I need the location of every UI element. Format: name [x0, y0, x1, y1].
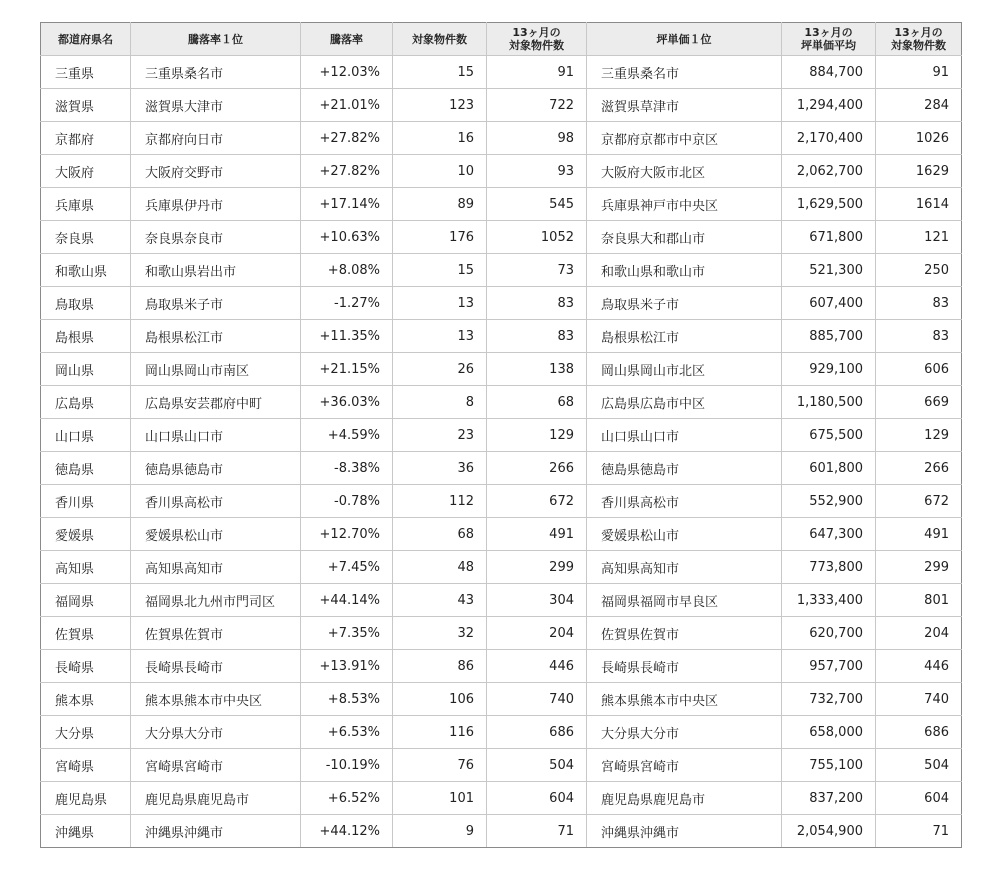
cell-13month-property-count: 98	[487, 122, 587, 155]
cell-change-rate: +6.52%	[301, 782, 393, 815]
cell-prefecture: 熊本県	[41, 683, 131, 716]
cell-13month-tsubo-average: 607,400	[782, 287, 876, 320]
cell-13month-tsubo-average: 647,300	[782, 518, 876, 551]
cell-change-rate: +7.45%	[301, 551, 393, 584]
cell-top-change-area: 大分県大分市	[131, 716, 301, 749]
cell-prefecture: 島根県	[41, 320, 131, 353]
cell-top-change-area: 沖縄県沖縄市	[131, 815, 301, 848]
cell-13month-property-count-2: 71	[876, 815, 962, 848]
cell-top-tsubo-price-area: 島根県松江市	[587, 320, 782, 353]
cell-prefecture: 兵庫県	[41, 188, 131, 221]
table-row	[41, 320, 962, 353]
cell-13month-property-count: 722	[487, 89, 587, 122]
cell-top-change-area: 熊本県熊本市中央区	[131, 683, 301, 716]
cell-13month-tsubo-average: 755,100	[782, 749, 876, 782]
cell-change-rate: -10.19%	[301, 749, 393, 782]
cell-13month-tsubo-average: 837,200	[782, 782, 876, 815]
cell-property-count: 8	[393, 386, 487, 419]
cell-13month-property-count: 91	[487, 56, 587, 89]
table-row	[41, 353, 962, 386]
cell-change-rate: -0.78%	[301, 485, 393, 518]
cell-property-count: 89	[393, 188, 487, 221]
cell-13month-tsubo-average: 1,629,500	[782, 188, 876, 221]
cell-change-rate: +12.70%	[301, 518, 393, 551]
cell-13month-property-count-2: 299	[876, 551, 962, 584]
cell-top-tsubo-price-area: 長崎県長崎市	[587, 650, 782, 683]
cell-13month-tsubo-average: 675,500	[782, 419, 876, 452]
header-property-count: 対象物件数	[393, 23, 487, 56]
table-row	[41, 518, 962, 551]
cell-top-change-area: 兵庫県伊丹市	[131, 188, 301, 221]
cell-13month-property-count-2: 740	[876, 683, 962, 716]
cell-13month-tsubo-average: 658,000	[782, 716, 876, 749]
cell-13month-tsubo-average: 552,900	[782, 485, 876, 518]
cell-13month-property-count-2: 504	[876, 749, 962, 782]
table-row	[41, 155, 962, 188]
cell-prefecture: 高知県	[41, 551, 131, 584]
cell-property-count: 32	[393, 617, 487, 650]
cell-property-count: 116	[393, 716, 487, 749]
header-13month-property-count: 13ヶ月の 対象物件数	[487, 23, 587, 56]
cell-13month-property-count: 266	[487, 452, 587, 485]
cell-13month-tsubo-average: 521,300	[782, 254, 876, 287]
table-row	[41, 386, 962, 419]
table-row	[41, 650, 962, 683]
cell-13month-tsubo-average: 2,062,700	[782, 155, 876, 188]
cell-property-count: 123	[393, 89, 487, 122]
cell-change-rate: +27.82%	[301, 122, 393, 155]
cell-13month-tsubo-average: 732,700	[782, 683, 876, 716]
cell-top-change-area: 長崎県長崎市	[131, 650, 301, 683]
cell-top-tsubo-price-area: 山口県山口市	[587, 419, 782, 452]
cell-top-change-area: 広島県安芸郡府中町	[131, 386, 301, 419]
cell-13month-property-count-2: 1026	[876, 122, 962, 155]
table-row	[41, 221, 962, 254]
header-change-rate: 騰落率	[301, 23, 393, 56]
header-row	[41, 23, 962, 56]
cell-prefecture: 広島県	[41, 386, 131, 419]
cell-property-count: 112	[393, 485, 487, 518]
cell-13month-property-count: 446	[487, 650, 587, 683]
cell-13month-property-count: 1052	[487, 221, 587, 254]
header-13month-property-count-2: 13ヶ月の 対象物件数	[876, 23, 962, 56]
cell-top-change-area: 京都府向日市	[131, 122, 301, 155]
cell-property-count: 16	[393, 122, 487, 155]
cell-top-change-area: 香川県高松市	[131, 485, 301, 518]
cell-top-change-area: 鳥取県米子市	[131, 287, 301, 320]
cell-13month-property-count-2: 606	[876, 353, 962, 386]
cell-13month-property-count-2: 801	[876, 584, 962, 617]
cell-top-tsubo-price-area: 京都府京都市中京区	[587, 122, 782, 155]
cell-property-count: 68	[393, 518, 487, 551]
table-row	[41, 188, 962, 221]
table-row	[41, 254, 962, 287]
cell-13month-property-count-2: 669	[876, 386, 962, 419]
cell-prefecture: 鹿児島県	[41, 782, 131, 815]
cell-13month-property-count: 491	[487, 518, 587, 551]
cell-13month-property-count-2: 266	[876, 452, 962, 485]
cell-change-rate: +8.08%	[301, 254, 393, 287]
cell-top-change-area: 佐賀県佐賀市	[131, 617, 301, 650]
cell-13month-property-count-2: 1614	[876, 188, 962, 221]
cell-change-rate: +44.12%	[301, 815, 393, 848]
cell-13month-property-count: 204	[487, 617, 587, 650]
cell-change-rate: +6.53%	[301, 716, 393, 749]
cell-top-change-area: 大阪府交野市	[131, 155, 301, 188]
cell-13month-property-count-2: 83	[876, 320, 962, 353]
header-top-tsubo-price-area: 坪単価１位	[587, 23, 782, 56]
cell-13month-property-count-2: 686	[876, 716, 962, 749]
cell-change-rate: +4.59%	[301, 419, 393, 452]
table-row	[41, 551, 962, 584]
cell-13month-property-count-2: 604	[876, 782, 962, 815]
cell-top-change-area: 福岡県北九州市門司区	[131, 584, 301, 617]
cell-top-tsubo-price-area: 徳島県徳島市	[587, 452, 782, 485]
cell-top-tsubo-price-area: 大分県大分市	[587, 716, 782, 749]
cell-top-change-area: 三重県桑名市	[131, 56, 301, 89]
cell-change-rate: +21.01%	[301, 89, 393, 122]
cell-top-tsubo-price-area: 広島県広島市中区	[587, 386, 782, 419]
cell-change-rate: -1.27%	[301, 287, 393, 320]
cell-13month-tsubo-average: 1,333,400	[782, 584, 876, 617]
cell-13month-property-count: 68	[487, 386, 587, 419]
cell-prefecture: 大分県	[41, 716, 131, 749]
cell-13month-property-count: 740	[487, 683, 587, 716]
cell-13month-tsubo-average: 620,700	[782, 617, 876, 650]
cell-13month-property-count: 73	[487, 254, 587, 287]
cell-13month-tsubo-average: 885,700	[782, 320, 876, 353]
cell-top-tsubo-price-area: 佐賀県佐賀市	[587, 617, 782, 650]
cell-13month-property-count: 672	[487, 485, 587, 518]
cell-top-tsubo-price-area: 愛媛県松山市	[587, 518, 782, 551]
cell-property-count: 15	[393, 254, 487, 287]
table-body	[41, 56, 962, 848]
cell-change-rate: +44.14%	[301, 584, 393, 617]
table-row	[41, 815, 962, 848]
cell-change-rate: +17.14%	[301, 188, 393, 221]
cell-13month-tsubo-average: 601,800	[782, 452, 876, 485]
cell-change-rate: +11.35%	[301, 320, 393, 353]
cell-13month-tsubo-average: 929,100	[782, 353, 876, 386]
header-13month-tsubo-average: 13ヶ月の 坪単価平均	[782, 23, 876, 56]
cell-top-tsubo-price-area: 宮崎県宮崎市	[587, 749, 782, 782]
cell-top-tsubo-price-area: 沖縄県沖縄市	[587, 815, 782, 848]
cell-13month-tsubo-average: 773,800	[782, 551, 876, 584]
cell-change-rate: +12.03%	[301, 56, 393, 89]
cell-13month-property-count: 304	[487, 584, 587, 617]
cell-change-rate: +36.03%	[301, 386, 393, 419]
cell-top-tsubo-price-area: 岡山県岡山市北区	[587, 353, 782, 386]
cell-prefecture: 愛媛県	[41, 518, 131, 551]
cell-top-tsubo-price-area: 三重県桑名市	[587, 56, 782, 89]
cell-prefecture: 山口県	[41, 419, 131, 452]
cell-property-count: 36	[393, 452, 487, 485]
cell-13month-property-count-2: 284	[876, 89, 962, 122]
cell-prefecture: 香川県	[41, 485, 131, 518]
data-table	[40, 22, 962, 848]
table-row	[41, 89, 962, 122]
cell-13month-property-count-2: 1629	[876, 155, 962, 188]
cell-change-rate: +27.82%	[301, 155, 393, 188]
cell-13month-tsubo-average: 1,294,400	[782, 89, 876, 122]
table-row	[41, 584, 962, 617]
cell-top-change-area: 和歌山県岩出市	[131, 254, 301, 287]
cell-13month-tsubo-average: 957,700	[782, 650, 876, 683]
cell-top-tsubo-price-area: 和歌山県和歌山市	[587, 254, 782, 287]
cell-13month-property-count: 686	[487, 716, 587, 749]
cell-change-rate: +8.53%	[301, 683, 393, 716]
table-row	[41, 716, 962, 749]
cell-top-change-area: 徳島県徳島市	[131, 452, 301, 485]
table-row	[41, 782, 962, 815]
cell-top-change-area: 宮崎県宮崎市	[131, 749, 301, 782]
cell-13month-property-count-2: 250	[876, 254, 962, 287]
cell-top-tsubo-price-area: 鹿児島県鹿児島市	[587, 782, 782, 815]
table-row	[41, 617, 962, 650]
cell-13month-property-count: 93	[487, 155, 587, 188]
table-row	[41, 749, 962, 782]
cell-top-tsubo-price-area: 鳥取県米子市	[587, 287, 782, 320]
cell-top-tsubo-price-area: 熊本県熊本市中央区	[587, 683, 782, 716]
cell-property-count: 76	[393, 749, 487, 782]
cell-property-count: 9	[393, 815, 487, 848]
cell-top-change-area: 高知県高知市	[131, 551, 301, 584]
cell-property-count: 106	[393, 683, 487, 716]
cell-prefecture: 和歌山県	[41, 254, 131, 287]
table-row	[41, 56, 962, 89]
cell-top-change-area: 岡山県岡山市南区	[131, 353, 301, 386]
cell-top-tsubo-price-area: 奈良県大和郡山市	[587, 221, 782, 254]
cell-13month-tsubo-average: 1,180,500	[782, 386, 876, 419]
cell-property-count: 23	[393, 419, 487, 452]
cell-property-count: 101	[393, 782, 487, 815]
cell-13month-property-count-2: 446	[876, 650, 962, 683]
cell-13month-property-count: 83	[487, 287, 587, 320]
cell-change-rate: -8.38%	[301, 452, 393, 485]
cell-top-change-area: 愛媛県松山市	[131, 518, 301, 551]
cell-top-change-area: 山口県山口市	[131, 419, 301, 452]
header-prefecture: 都道府県名	[41, 23, 131, 56]
cell-13month-property-count-2: 83	[876, 287, 962, 320]
cell-prefecture: 岡山県	[41, 353, 131, 386]
cell-13month-property-count-2: 204	[876, 617, 962, 650]
cell-change-rate: +13.91%	[301, 650, 393, 683]
table-row	[41, 287, 962, 320]
cell-top-tsubo-price-area: 大阪府大阪市北区	[587, 155, 782, 188]
cell-13month-property-count-2: 129	[876, 419, 962, 452]
cell-prefecture: 徳島県	[41, 452, 131, 485]
cell-property-count: 13	[393, 287, 487, 320]
cell-prefecture: 福岡県	[41, 584, 131, 617]
cell-change-rate: +10.63%	[301, 221, 393, 254]
cell-prefecture: 沖縄県	[41, 815, 131, 848]
table-row	[41, 485, 962, 518]
cell-13month-property-count: 299	[487, 551, 587, 584]
cell-13month-property-count-2: 672	[876, 485, 962, 518]
cell-top-tsubo-price-area: 高知県高知市	[587, 551, 782, 584]
header-top-change-area: 騰落率１位	[131, 23, 301, 56]
table-row	[41, 452, 962, 485]
cell-top-change-area: 鹿児島県鹿児島市	[131, 782, 301, 815]
cell-prefecture: 大阪府	[41, 155, 131, 188]
cell-top-tsubo-price-area: 福岡県福岡市早良区	[587, 584, 782, 617]
cell-property-count: 43	[393, 584, 487, 617]
table-row	[41, 419, 962, 452]
cell-property-count: 176	[393, 221, 487, 254]
cell-prefecture: 京都府	[41, 122, 131, 155]
cell-13month-tsubo-average: 2,170,400	[782, 122, 876, 155]
cell-prefecture: 滋賀県	[41, 89, 131, 122]
cell-top-change-area: 滋賀県大津市	[131, 89, 301, 122]
cell-property-count: 15	[393, 56, 487, 89]
cell-13month-property-count: 71	[487, 815, 587, 848]
cell-13month-property-count-2: 491	[876, 518, 962, 551]
cell-13month-property-count-2: 121	[876, 221, 962, 254]
cell-top-tsubo-price-area: 兵庫県神戸市中央区	[587, 188, 782, 221]
cell-top-tsubo-price-area: 香川県高松市	[587, 485, 782, 518]
cell-13month-tsubo-average: 671,800	[782, 221, 876, 254]
cell-13month-property-count-2: 91	[876, 56, 962, 89]
cell-prefecture: 佐賀県	[41, 617, 131, 650]
cell-change-rate: +7.35%	[301, 617, 393, 650]
cell-prefecture: 奈良県	[41, 221, 131, 254]
cell-13month-property-count: 129	[487, 419, 587, 452]
cell-property-count: 10	[393, 155, 487, 188]
cell-13month-property-count: 83	[487, 320, 587, 353]
cell-prefecture: 長崎県	[41, 650, 131, 683]
cell-top-change-area: 島根県松江市	[131, 320, 301, 353]
cell-13month-property-count: 138	[487, 353, 587, 386]
cell-13month-property-count: 545	[487, 188, 587, 221]
table-row	[41, 122, 962, 155]
cell-13month-tsubo-average: 884,700	[782, 56, 876, 89]
cell-prefecture: 三重県	[41, 56, 131, 89]
cell-13month-tsubo-average: 2,054,900	[782, 815, 876, 848]
cell-change-rate: +21.15%	[301, 353, 393, 386]
cell-property-count: 13	[393, 320, 487, 353]
cell-13month-property-count: 604	[487, 782, 587, 815]
cell-property-count: 48	[393, 551, 487, 584]
cell-property-count: 26	[393, 353, 487, 386]
cell-prefecture: 鳥取県	[41, 287, 131, 320]
cell-13month-property-count: 504	[487, 749, 587, 782]
cell-top-change-area: 奈良県奈良市	[131, 221, 301, 254]
table-row	[41, 683, 962, 716]
cell-top-tsubo-price-area: 滋賀県草津市	[587, 89, 782, 122]
cell-property-count: 86	[393, 650, 487, 683]
cell-prefecture: 宮崎県	[41, 749, 131, 782]
